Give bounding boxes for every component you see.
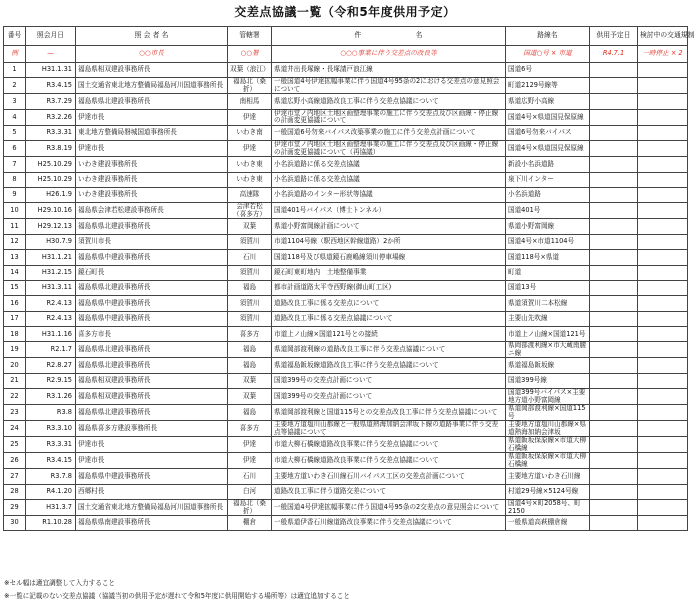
cell-date: R3.3.31 [26,437,76,453]
cell-office: 須賀川 [228,234,272,249]
cell-regulation [638,187,688,202]
cell-requester: 福島県県北建設事務所長 [76,219,228,234]
cell-office: 福島 [228,280,272,295]
cell-open-date [590,141,638,157]
cell-no: 16 [4,296,26,311]
cell-requester: いわき建設事務所長 [76,187,228,202]
cell-requester: 福島県県北建設事務所長 [76,342,228,358]
cell-no: 17 [4,311,26,326]
cell-date: H31.1.16 [26,327,76,342]
cell-office: 福島 [228,405,272,421]
cell-requester: 福島県県北建設事務所長 [76,94,228,109]
cell-route: 新設小名浜道路 [506,157,590,172]
cell-date: R3.3.10 [26,421,76,437]
cell-subject: 国道118号及び県道鏡石鹿嶋線須川停車場線 [272,250,506,265]
cell-regulation [638,311,688,326]
cell-open-date [590,234,638,249]
cell-office: 福島北（桑折） [228,500,272,516]
cell-no: 7 [4,157,26,172]
cell-subject: 都市計画道路太平寺西野線(御山町工区) [272,280,506,295]
header-route: 路線名 [506,27,590,46]
cell-subject: 道路改良工事に係る交差点について [272,296,506,311]
cell-regulation [638,296,688,311]
cell-no: 12 [4,234,26,249]
cell-office: 福島 [228,342,272,358]
cell-route: 国道118号×県道 [506,250,590,265]
cell-route: 県岡部渡利線×市大蔵南腰ニ線 [506,342,590,358]
cell-no: 13 [4,250,26,265]
cell-requester: いわき建設事務所長 [76,172,228,187]
cell-subject: 市道上ノ山線×国道121号との接続 [272,327,506,342]
cell-regulation [638,421,688,437]
table-row [4,437,688,453]
table-row [4,187,688,202]
cell-office: 白河 [228,484,272,499]
cell-office: 棚倉 [228,516,272,531]
cell-regulation [638,484,688,499]
cell-regulation [638,203,688,219]
header-open-date: 供用予定日 [590,27,638,46]
cell-route: 市道上ノ山線×国道121号 [506,327,590,342]
cell-date: H25.10.29 [26,172,76,187]
cell-office: 須賀川 [228,311,272,326]
cell-regulation [638,389,688,405]
cell-route: 国道401号 [506,203,590,219]
cell-subject: 小名浜道路のインター形状等協議 [272,187,506,202]
cell-no: 30 [4,516,26,531]
cell-date: R3.7.29 [26,94,76,109]
cell-route: 県道広野小高線 [506,94,590,109]
cell-date: H31.3.7 [26,500,76,516]
cell-date: R3.7.8 [26,469,76,484]
cell-route: 国道4号×県道国見保原線 [506,109,590,125]
cell-subject: 県道広野小高線道路改良工事に伴う交差点協議について [272,94,506,109]
cell-open-date [590,500,638,516]
cell-date: R4.1.20 [26,484,76,499]
table-header-row [4,27,688,46]
note-cell-width: ※セル幅は適宜調整して入力すること [4,579,116,587]
cell-regulation [638,405,688,421]
cell-regulation [638,453,688,469]
cell-requester: 福島県相双建設事務所長 [76,389,228,405]
table-row [4,280,688,295]
table-row [4,484,688,499]
cell-route: 県道小野富岡線 [506,219,590,234]
cell-route: 小名浜道路 [506,187,590,202]
cell-subject: ○○○事業に伴う交差点の改良等 [272,46,506,63]
cell-office: 伊達 [228,109,272,125]
cell-requester: ○○市長 [76,46,228,63]
cell-office: 須賀川 [228,265,272,280]
cell-office: 喜多方 [228,421,272,437]
cell-office: 伊達 [228,437,272,453]
cell-requester: 福島県相双建設事務所長 [76,63,228,78]
cell-requester: 伊達市長 [76,437,228,453]
cell-date: H29.10.16 [26,203,76,219]
cell-requester: 鏡石町長 [76,265,228,280]
cell-date: — [26,46,76,63]
cell-date: H25.10.29 [26,157,76,172]
cell-date: R3.3.31 [26,125,76,140]
table-row [4,63,688,78]
note-add-rows: ※一覧に記載のない交差点協議（協議当初の供用予定が遅れて令和5年度に供用開始する場所等）は適宜追加すること [4,592,350,600]
cell-office: ○○署 [228,46,272,63]
cell-requester: 福島県県中建設事務所長 [76,311,228,326]
cell-open-date [590,78,638,94]
cell-route: 国道4号×市道1104号 [506,234,590,249]
cell-regulation [638,327,688,342]
table-row [4,296,688,311]
cell-date: R3.2.26 [26,109,76,125]
cell-route: 国道4号×町2058号、町2150 [506,500,590,516]
cell-route: 町道2129号線等 [506,78,590,94]
table-row [4,500,688,516]
table-row [4,327,688,342]
cell-no: 20 [4,358,26,373]
cell-regulation [638,109,688,125]
cell-no: 8 [4,172,26,187]
cell-no: 15 [4,280,26,295]
cell-subject: 一般国道4号伊達拡幅事業に伴う国道4号95条の2交差点の意見照会について [272,500,506,516]
cell-regulation [638,469,688,484]
cell-requester: 国土交通省東北地方整備局福島河川国道事務所長 [76,78,228,94]
cell-requester: 福島県県北建設事務所長 [76,358,228,373]
cell-open-date [590,311,638,326]
table-row [4,342,688,358]
cell-office: 福島北（桑折） [228,78,272,94]
cell-office: いわき南 [228,125,272,140]
cell-route: 国道399号バイパス×主要地方道小野富岡線 [506,389,590,405]
cell-route: 一般県道高萩棚倉線 [506,516,590,531]
cell-requester: 伊達市長 [76,453,228,469]
cell-regulation [638,78,688,94]
cell-open-date [590,187,638,202]
cell-regulation [638,265,688,280]
cell-office: 双葉 [228,389,272,405]
cell-open-date [590,94,638,109]
cell-office: 福島 [228,358,272,373]
cell-requester: 伊達市長 [76,141,228,157]
cell-open-date [590,265,638,280]
cell-office: 伊達 [228,141,272,157]
cell-requester: 伊達市長 [76,109,228,125]
table-row [4,203,688,219]
cell-requester: 福島県相双建設事務所長 [76,373,228,388]
cell-regulation [638,358,688,373]
cell-office: 須賀川 [228,296,272,311]
cell-open-date [590,405,638,421]
cell-no: 22 [4,389,26,405]
cell-subject: 市道1104号線（駅西地区幹線道路）2か所 [272,234,506,249]
cell-date: R2.4.13 [26,311,76,326]
cell-regulation [638,280,688,295]
cell-regulation [638,342,688,358]
intersection-table [3,26,694,531]
cell-office: 喜多方 [228,327,272,342]
cell-open-date [590,516,638,531]
cell-open-date [590,157,638,172]
cell-no: 21 [4,373,26,388]
cell-open-date [590,219,638,234]
header-no: 番号 [4,27,26,46]
cell-open-date [590,109,638,125]
cell-office: 双葉 [228,219,272,234]
table-row [4,389,688,405]
cell-regulation: 一時停止 × 2 [638,46,688,63]
table-row [4,125,688,140]
cell-requester: 福島県県中建設事務所長 [76,296,228,311]
cell-open-date [590,453,638,469]
table-row [4,405,688,421]
cell-regulation [638,250,688,265]
cell-subject: 鏡石町東町地内 土地整備事業 [272,265,506,280]
cell-open-date [590,358,638,373]
cell-open-date [590,296,638,311]
cell-route: 主要地方道塩川山都線×県道熱海加納会津坂 [506,421,590,437]
cell-regulation [638,219,688,234]
cell-open-date [590,342,638,358]
cell-no: 6 [4,141,26,157]
cell-requester: 福島県県中建設事務所長 [76,250,228,265]
table-row [4,453,688,469]
table-row [4,516,688,531]
cell-subject: 市道大柳石橋線道路改良事業に伴う交差点協議について [272,437,506,453]
table-row [4,94,688,109]
cell-no: 14 [4,265,26,280]
cell-office: いわき東 [228,157,272,172]
table-row [4,421,688,437]
cell-office: 石川 [228,250,272,265]
cell-open-date [590,469,638,484]
cell-subject: 伊達市堂ノ内地区土地区画整理事業の施工に伴う交差点及び区画線・停止線の計画変更協議について（再協議） [272,141,506,157]
cell-open-date [590,125,638,140]
cell-subject: 県道福島飯坂線道路改良工事に伴う交差点協議について [272,358,506,373]
table-row [4,358,688,373]
cell-no: 27 [4,469,26,484]
cell-regulation [638,516,688,531]
cell-no: 11 [4,219,26,234]
cell-open-date [590,327,638,342]
cell-open-date [590,437,638,453]
cell-no: 26 [4,453,26,469]
cell-no: 29 [4,500,26,516]
cell-route: 県道飯坂保原線×市道大柳石橋線 [506,437,590,453]
cell-route: 町道 [506,265,590,280]
cell-subject: 伊達市堂ノ内地区土地区画整理事業の施工に伴う交差点及び区画線・停止線の計画変更協議について [272,109,506,125]
page-title: 交差点協議一覧（令和5年度供用予定） [234,5,456,19]
table-row [4,157,688,172]
cell-subject: 主要地方道塩川山都線と一般県道熱海加納会津坂下線の道路事業に伴う交差点等協議について [272,421,506,437]
table-row [4,219,688,234]
cell-subject: 国道399号の交差点計画について [272,389,506,405]
cell-office: 南相馬 [228,94,272,109]
cell-regulation [638,500,688,516]
cell-route: 主要地方道いわき石川線 [506,469,590,484]
cell-route: 国道4号×県道国見保原線 [506,141,590,157]
table-row [4,234,688,249]
cell-date: R1.10.28 [26,516,76,531]
cell-subject: 市道大柳石橋線道路改良事業に伴う交差点協議について [272,453,506,469]
cell-subject: 小名浜道路に係る交差点協議 [272,172,506,187]
cell-route: 主要山先吹線 [506,311,590,326]
header-subject: 件 名 [272,27,506,46]
cell-date: R2.1.7 [26,342,76,358]
cell-route: 国道6号 [506,63,590,78]
header-office: 管轄署 [228,27,272,46]
cell-no: 23 [4,405,26,421]
cell-requester: いわき建設事務所長 [76,157,228,172]
cell-route: 県道須賀川二本松線 [506,296,590,311]
cell-date: H31.1.31 [26,63,76,78]
cell-date: H29.12.13 [26,219,76,234]
cell-route: 国道6号勿来バイパス [506,125,590,140]
cell-office: 高速隊 [228,187,272,202]
cell-open-date [590,389,638,405]
cell-date: R3.1.26 [26,389,76,405]
example-row [4,46,688,63]
cell-regulation [638,373,688,388]
cell-route: 国道13号 [506,280,590,295]
cell-regulation [638,172,688,187]
cell-requester: 西郷村長 [76,484,228,499]
cell-no: 5 [4,125,26,140]
cell-open-date [590,280,638,295]
cell-subject: 一般国道4号伊達拡幅事業に伴う国道4号95条の2における交差点の意見照会について [272,78,506,94]
cell-subject: 県道岡部渡利線の道路改良工事に伴う交差点協議について [272,342,506,358]
cell-open-date [590,172,638,187]
cell-office: いわき東 [228,172,272,187]
cell-no: 28 [4,484,26,499]
cell-open-date [590,373,638,388]
cell-route: 国道○号 × 市道 [506,46,590,63]
cell-subject: 県道小野富岡線計画について [272,219,506,234]
cell-no: 2 [4,78,26,94]
cell-route: 泉下川インター [506,172,590,187]
cell-route: 村道29号線×5124号線 [506,484,590,499]
cell-open-date [590,484,638,499]
cell-subject: 道路改良工事に伴う道路交差について [272,484,506,499]
cell-regulation [638,63,688,78]
cell-no: 1 [4,63,26,78]
cell-subject: 県道井出長塚線・長塚請戸浪江線 [272,63,506,78]
cell-date: R3.4.15 [26,453,76,469]
cell-date: R3.4.15 [26,78,76,94]
cell-no: 18 [4,327,26,342]
cell-no: 例 [4,46,26,63]
cell-subject: 道路改良工事に係る交差点協議について [272,311,506,326]
table-row [4,172,688,187]
cell-subject: 一般県道伊香石川線道路改良事業に伴う交差点協議について [272,516,506,531]
cell-requester: 福島県県南建設事務所長 [76,516,228,531]
cell-route: 県道岡部渡利線×国道115号 [506,405,590,421]
cell-requester: 福島県喜多方建設事務所長 [76,421,228,437]
cell-open-date [590,250,638,265]
header-date: 照会月日 [26,27,76,46]
cell-requester: 福島県県中建設事務所長 [76,469,228,484]
cell-requester: 福島県県北建設事務所長 [76,405,228,421]
cell-open-date [590,63,638,78]
cell-date: H30.7.9 [26,234,76,249]
cell-requester: 東北地方整備局磐城国道事務所長 [76,125,228,140]
cell-date: R3.8.19 [26,141,76,157]
table-row [4,78,688,94]
table-row [4,141,688,157]
cell-route: 国道399号線 [506,373,590,388]
cell-open-date: R4.7.1 [590,46,638,63]
cell-date: H31.2.15 [26,265,76,280]
cell-no: 4 [4,109,26,125]
cell-regulation [638,141,688,157]
cell-date: R2.9.15 [26,373,76,388]
cell-no: 9 [4,187,26,202]
cell-office: 双葉 [228,373,272,388]
cell-office: 双葉（浪江） [228,63,272,78]
table-row [4,469,688,484]
cell-requester: 福島県県北建設事務所長 [76,280,228,295]
cell-regulation [638,125,688,140]
cell-route: 県道飯坂保原線×市道大柳石橋線 [506,453,590,469]
cell-office: 石川 [228,469,272,484]
cell-requester: 国土交通省東北地方整備局福島河川国道事務所長 [76,500,228,516]
cell-regulation [638,234,688,249]
cell-no: 10 [4,203,26,219]
cell-regulation [638,94,688,109]
cell-open-date [590,203,638,219]
cell-subject: 国道401号バイパス（博士トンネル） [272,203,506,219]
cell-no: 3 [4,94,26,109]
cell-route: 県道福島飯坂線 [506,358,590,373]
cell-office: 伊達 [228,453,272,469]
cell-subject: 一般国道6号勿来バイパス改築事業の施工に伴う交差点計画について [272,125,506,140]
cell-open-date [590,421,638,437]
cell-regulation [638,437,688,453]
cell-requester: 福島県会津若松建設事務所長 [76,203,228,219]
cell-no: 19 [4,342,26,358]
cell-subject: 小名浜道路に係る交差点協議 [272,157,506,172]
cell-date: R2.8.27 [26,358,76,373]
cell-date: H26.1.9 [26,187,76,202]
table-row [4,250,688,265]
cell-date: R3.8 [26,405,76,421]
cell-requester: 須賀川市長 [76,234,228,249]
table-row [4,373,688,388]
cell-regulation [638,157,688,172]
header-regulation: 検討中の交通規制 [638,27,688,46]
header-requester: 照 会 者 名 [76,27,228,46]
cell-no: 24 [4,421,26,437]
table-row [4,265,688,280]
cell-date: H31.1.21 [26,250,76,265]
cell-date: R2.4.13 [26,296,76,311]
table-row [4,311,688,326]
table-row [4,109,688,125]
cell-no: 25 [4,437,26,453]
cell-subject: 県道岡部渡利線と国道115号との交差点改良工事に伴う交差点協議について [272,405,506,421]
cell-office: 会津若松（喜多方） [228,203,272,219]
cell-subject: 主要地方道いわき石川線石川バイパス工区の交差点計画について [272,469,506,484]
cell-date: H31.3.11 [26,280,76,295]
cell-subject: 国道399号の交差点計画について [272,373,506,388]
cell-requester: 喜多方市長 [76,327,228,342]
